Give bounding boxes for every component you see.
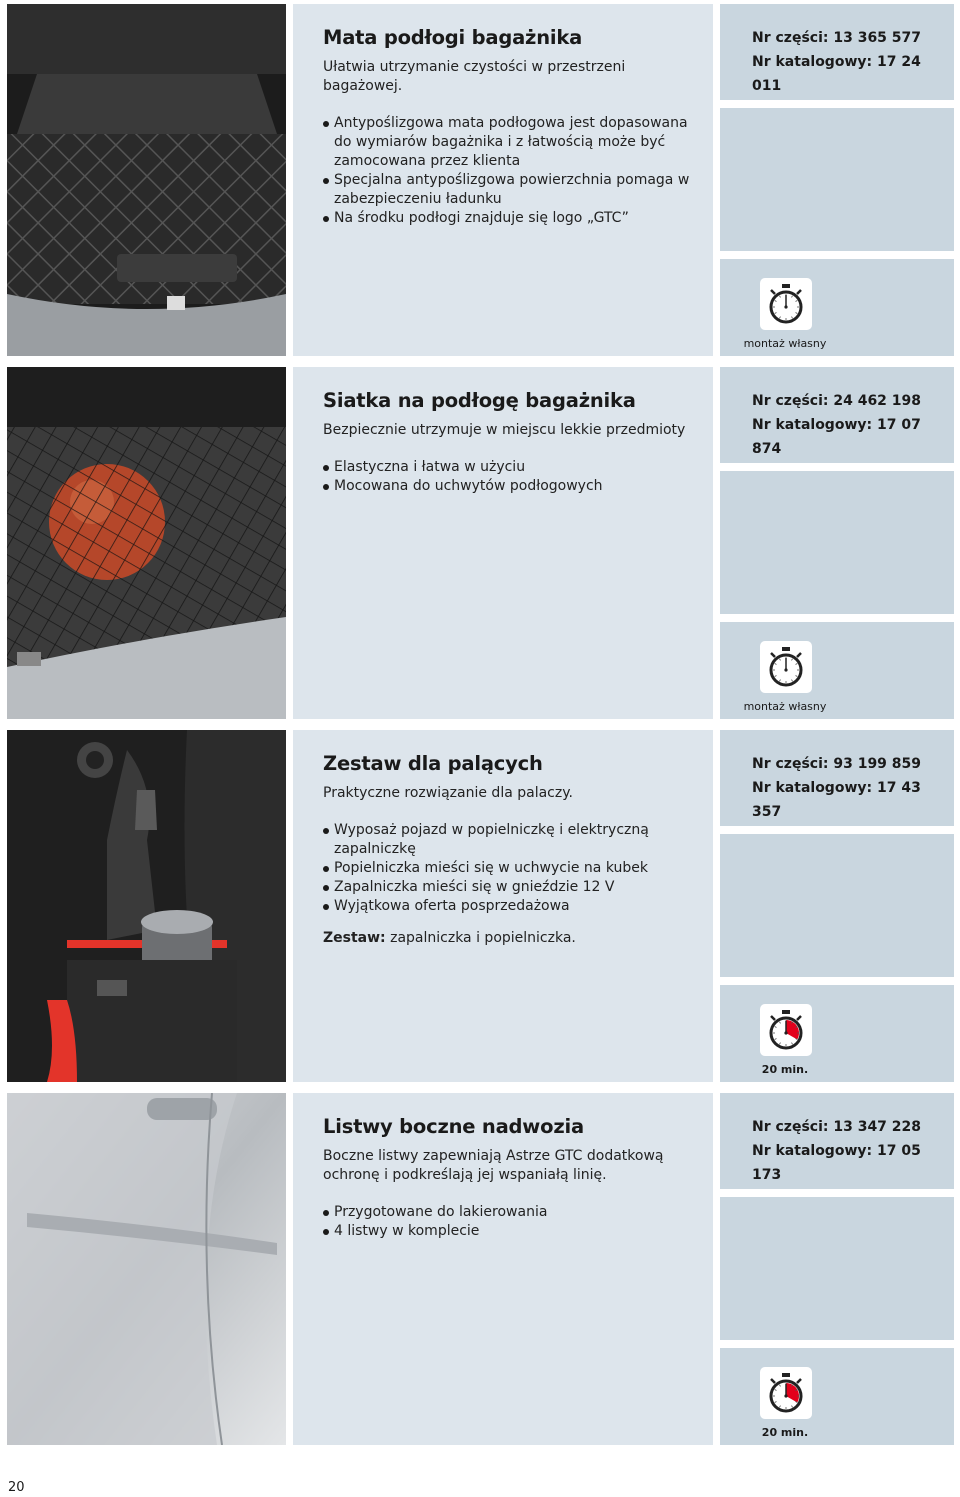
trunk-mat-photo [7,4,286,356]
stopwatch-icon [760,641,812,693]
feature-item: Antypoślizgowa mata podłogowa jest dopasowana do wymiarów bagażnika i z łatwością może być zamocowana przez klienta [323,114,697,171]
spacer-panel [720,834,954,977]
part-number: Nr części: 93 199 859 [752,756,922,772]
feature-item: Przygotowane do lakierowania [323,1203,697,1222]
product-title: Zestaw dla palących [323,752,543,775]
page-number: 20 [8,1480,25,1495]
product-subtitle: Boczne listwy zapewniają Astrze GTC dodatkową ochronę i podkreślają jej wspaniałą linię. [323,1148,664,1183]
spacer-panel [720,108,954,251]
feature-item: 4 listwy w komplecie [323,1222,697,1241]
catalog-number: Nr katalogowy: 17 05 173 [752,1143,921,1183]
feature-item: Zapalniczka mieści się w gnieździe 12 V [323,878,697,897]
product-subtitle: Ułatwia utrzymanie czystości w przestrzeni bagażowej. [323,59,626,94]
product-subtitle: Praktyczne rozwiązanie dla palaczy. [323,785,573,801]
trunk-net-description [293,367,713,719]
side-moldings-photo [7,1093,286,1445]
spacer-panel [720,1197,954,1340]
feature-item: Mocowana do uchwytów podłogowych [323,477,697,496]
product-row-trunk-mat [7,4,954,356]
part-number: Nr części: 24 462 198 [752,393,922,409]
feature-item: Elastyczna i łatwa w użyciu [323,458,697,477]
feature-item: Specjalna antypoślizgowa powierzchnia pomaga w zabezpieczeniu ładunku [323,171,697,209]
product-row-trunk-net [7,367,954,719]
feature-list [323,114,697,228]
install-time: 20 min. [761,1063,809,1076]
install-time-box [720,1348,954,1445]
smoker-kit-photo [7,730,286,1082]
product-title: Mata podłogi bagażnika [323,26,583,49]
install-time-box [720,259,954,356]
feature-item: Wyjątkowa oferta posprzedażowa [323,897,697,916]
product-row-side-moldings [7,1093,954,1445]
feature-item: Na środku podłogi znajduje się logo „GTC” [323,209,697,228]
install-label: montaż własny [743,700,827,713]
spacer-panel [720,471,954,614]
smoker-kit-info [720,730,954,1082]
smoker-kit-description [293,730,713,1082]
part-number: Nr części: 13 365 577 [752,30,922,46]
product-title: Siatka na podłogę bagażnika [323,389,636,412]
feature-item: Popielniczka mieści się w uchwycie na kubek [323,859,697,878]
stopwatch-icon [760,1004,812,1056]
part-number: Nr części: 13 347 228 [752,1119,922,1135]
install-time-box [720,985,954,1082]
side-moldings-description [293,1093,713,1445]
part-number-box [720,730,954,826]
feature-list [323,821,697,916]
feature-item: Wyposaż pojazd w popielniczkę i elektryczną zapalniczkę [323,821,697,859]
part-number-box [720,4,954,100]
trunk-mat-info [720,4,954,356]
stopwatch-icon [760,278,812,330]
trunk-net-photo [7,367,286,719]
install-time: 20 min. [761,1426,809,1439]
install-label: montaż własny [743,337,827,350]
feature-list [323,1203,697,1241]
part-number-box [720,1093,954,1189]
trunk-mat-description [293,4,713,356]
catalog-number: Nr katalogowy: 17 24 011 [752,54,921,94]
side-moldings-info [720,1093,954,1445]
kit-contents: Zestaw: zapalniczka i popielniczka. [323,930,576,946]
part-number-box [720,367,954,463]
product-subtitle: Bezpiecznie utrzymuje w miejscu lekkie przedmioty [323,422,686,438]
catalog-number: Nr katalogowy: 17 43 357 [752,780,921,820]
install-time-box [720,622,954,719]
product-title: Listwy boczne nadwozia [323,1115,584,1138]
feature-list [323,458,697,496]
product-row-smoker-kit [7,730,954,1082]
stopwatch-icon [760,1367,812,1419]
catalog-number: Nr katalogowy: 17 07 874 [752,417,921,457]
trunk-net-info [720,367,954,719]
